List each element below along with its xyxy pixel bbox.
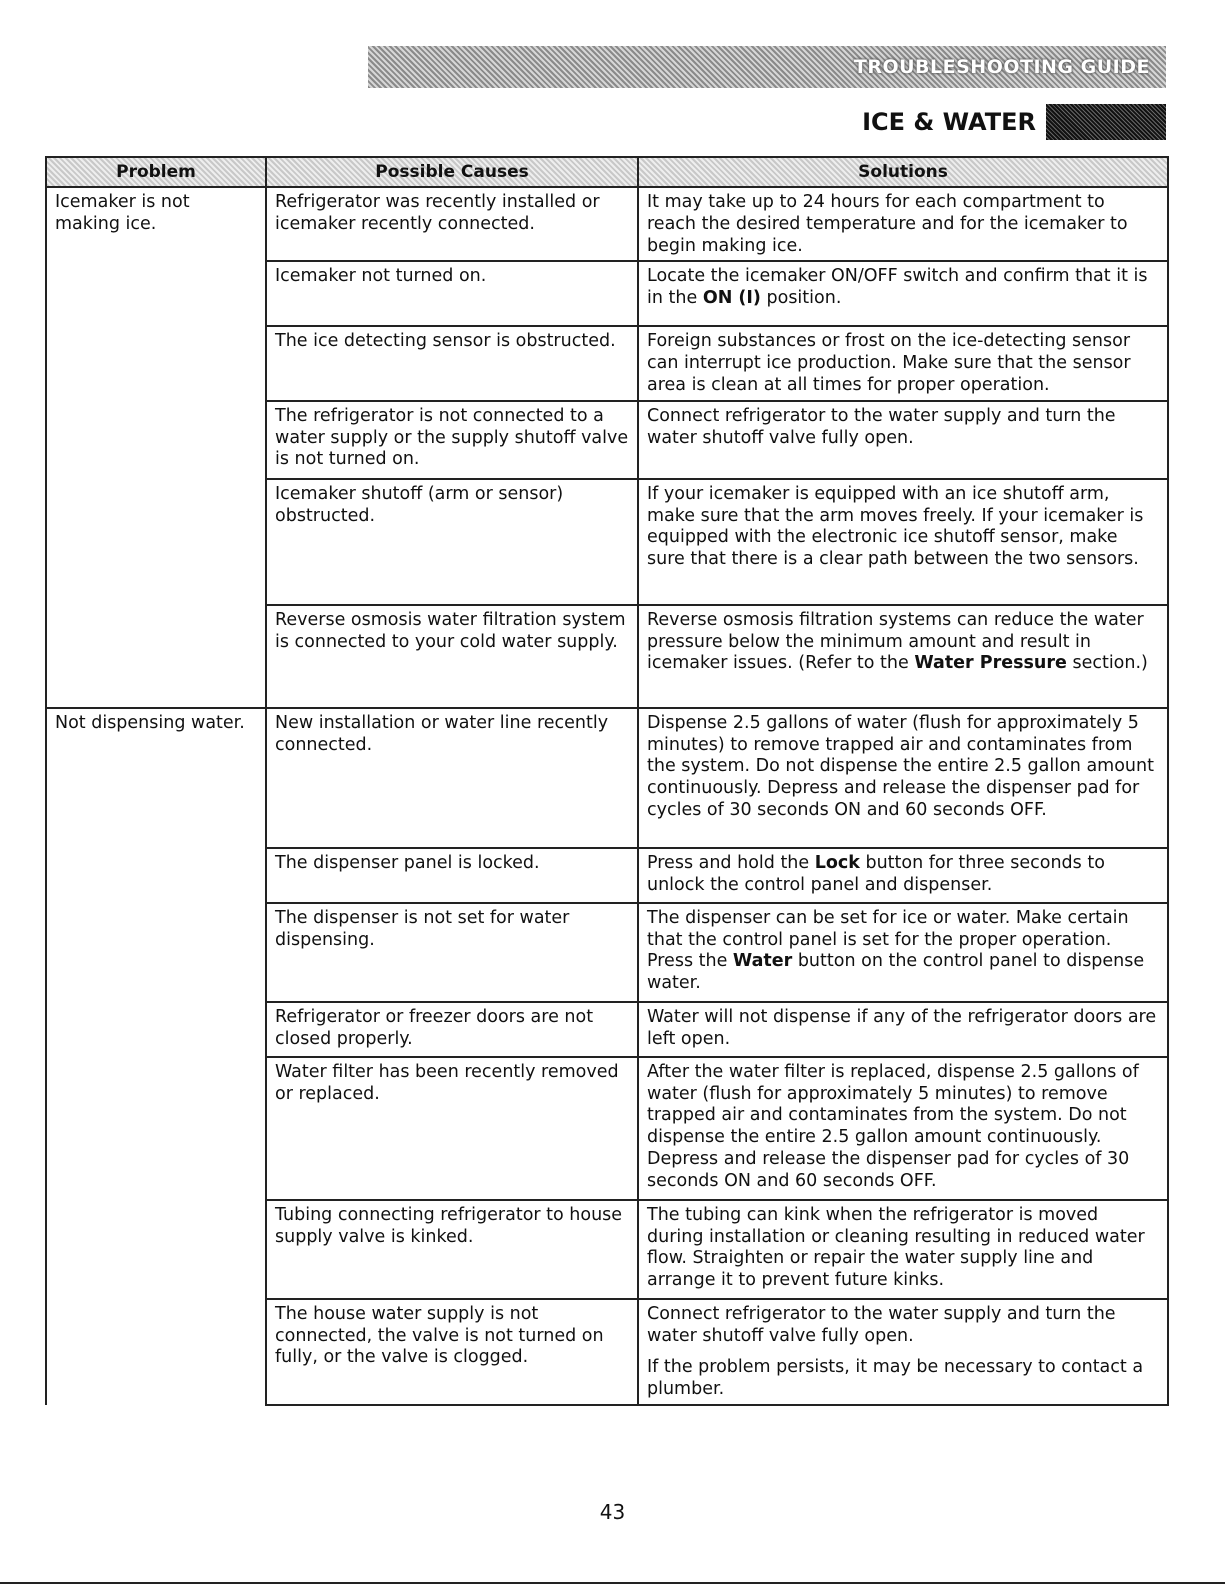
banner-title: TROUBLESHOOTING GUIDE: [853, 56, 1150, 78]
solution-cell: Connect refrigerator to the water supply and turn the water shutoff valve fully open.: [638, 401, 1168, 479]
troubleshooting-guide-banner: [368, 46, 1166, 88]
solution-cell: The dispenser can be set for ice or water. Make certain that the control panel is set for the proper operation. Press the Water button on the control panel to dispense water.: [638, 903, 1168, 1002]
solution-cell: Locate the icemaker ON/OFF switch and confirm that it is in the ON (I) position.: [638, 261, 1168, 326]
cause-cell: The dispenser panel is locked.: [266, 848, 638, 903]
table-row: [46, 187, 1168, 261]
cause-cell: Tubing connecting refrigerator to house supply valve is kinked.: [266, 1200, 638, 1299]
troubleshooting-table: [45, 156, 1169, 1406]
cause-cell: Icemaker not turned on.: [266, 261, 638, 326]
section-title: ICE & WATER: [862, 108, 1036, 136]
solution-cell: After the water filter is replaced, dispense 2.5 gallons of water (flush for approximately 5 minutes) to remove trapped air and contaminates from the system. Do not dispense the entire 2.5 gallon amount continuously. Depress and release the dispenser pad for cycles of 30 seconds ON and 60 seconds OFF.: [638, 1057, 1168, 1200]
solution-cell: Connect refrigerator to the water supply and turn the water shutoff valve fully open. If the problem persists, it may be necessary to contact a plumber.: [638, 1299, 1168, 1405]
table-row: [46, 708, 1168, 848]
cause-cell: Refrigerator or freezer doors are not closed properly.: [266, 1002, 638, 1057]
cause-cell: New installation or water line recently connected.: [266, 708, 638, 848]
cause-cell: Refrigerator was recently installed or icemaker recently connected.: [266, 187, 638, 261]
solution-cell: It may take up to 24 hours for each compartment to reach the desired temperature and for the icemaker to begin making ice.: [638, 187, 1168, 261]
header-solutions: Solutions: [638, 157, 1168, 187]
solution-cell: The tubing can kink when the refrigerator is moved during installation or cleaning resulting in reduced water flow. Straighten or repair the water supply line and arrange it to prevent future kinks.: [638, 1200, 1168, 1299]
header-problem: Problem: [46, 157, 266, 187]
section-title-block: [1046, 104, 1166, 140]
solution-cell: Dispense 2.5 gallons of water (flush for approximately 5 minutes) to remove trapped air and contaminates from the system. Do not dispense the entire 2.5 gallon amount continuously. Depress and release the dispenser pad for cycles of 30 seconds ON and 60 seconds OFF.: [638, 708, 1168, 848]
cause-cell: The ice detecting sensor is obstructed.: [266, 326, 638, 400]
cause-cell: The dispenser is not set for water dispensing.: [266, 903, 638, 1002]
solution-cell: If your icemaker is equipped with an ice shutoff arm, make sure that the arm moves freely. If your icemaker is equipped with the electronic ice shutoff sensor, make sure that there is a clear path between the two sensors.: [638, 479, 1168, 605]
solution-cell: Reverse osmosis filtration systems can reduce the water pressure below the minimum amount and result in icemaker issues. (Refer to the Water Pressure section.): [638, 605, 1168, 708]
cause-cell: The house water supply is not connected, the valve is not turned on fully, or the valve is clogged.: [266, 1299, 638, 1405]
header-possible-causes: Possible Causes: [266, 157, 638, 187]
cause-cell: Water filter has been recently removed or replaced.: [266, 1057, 638, 1200]
page-number: 43: [599, 1500, 626, 1524]
problem-cell: Not dispensing water.: [46, 708, 266, 1405]
solution-cell: Water will not dispense if any of the refrigerator doors are left open.: [638, 1002, 1168, 1057]
cause-cell: Reverse osmosis water filtration system is connected to your cold water supply.: [266, 605, 638, 708]
problem-cell: Icemaker is not making ice.: [46, 187, 266, 708]
table-header-row: [46, 157, 1168, 187]
solution-cell: Press and hold the Lock button for three seconds to unlock the control panel and dispenser.: [638, 848, 1168, 903]
bottom-rule: [0, 1582, 1225, 1584]
solution-cell: Foreign substances or frost on the ice-detecting sensor can interrupt ice production. Make sure that the sensor area is clean at all times for proper operation.: [638, 326, 1168, 400]
cause-cell: The refrigerator is not connected to a water supply or the supply shutoff valve is not turned on.: [266, 401, 638, 479]
section-header: [820, 104, 1166, 140]
cause-cell: Icemaker shutoff (arm or sensor) obstructed.: [266, 479, 638, 605]
